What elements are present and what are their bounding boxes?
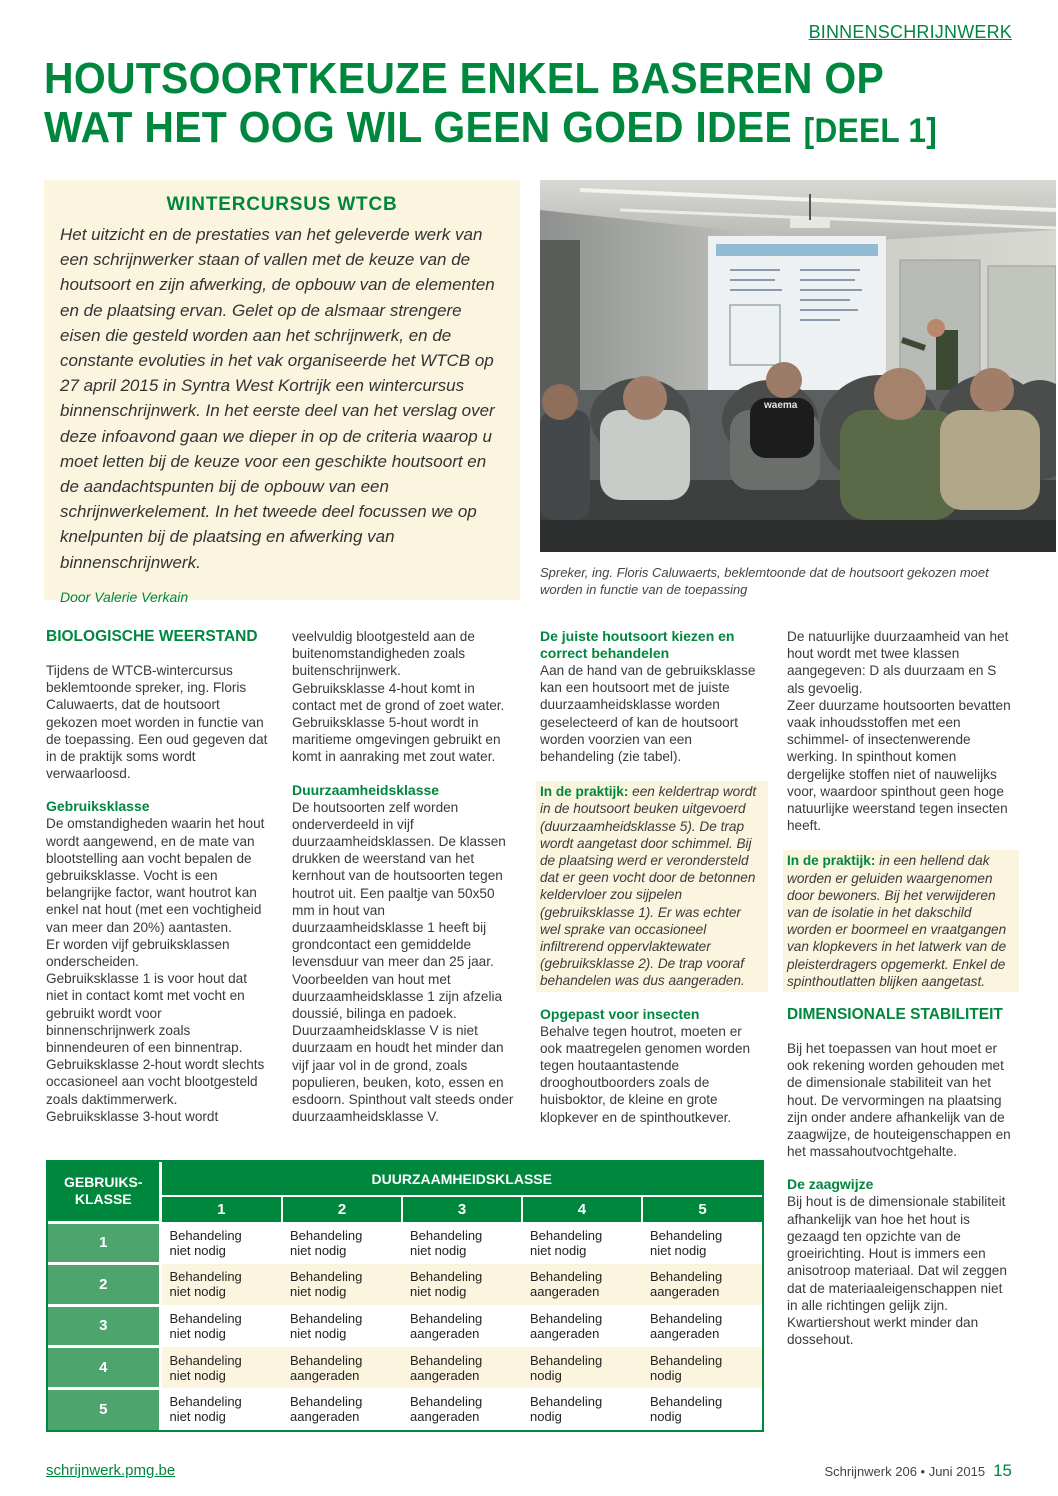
- practice-box: [536, 781, 768, 991]
- row-header: 3: [48, 1305, 160, 1347]
- span-header: DUURZAAMHEIDSKLASSE: [160, 1162, 762, 1196]
- heading-biologische-weerstand: BIOLOGISCHE WEERSTAND: [46, 628, 258, 645]
- intro-title: WINTERCURSUS WTCB: [166, 194, 398, 215]
- paragraph: Gebruiksklasse 3-hout wordt: [46, 1108, 219, 1124]
- practice-text: een keldertrap wordt in de houtsoort beuken uitgevoerd (duurzaamheidsklasse 5). De trap wordt aangetast door schimmel. Bij de plaatsing werd er verondersteld dat er geen vocht door de betonnen keldervloer zou sijpelen (gebruiksklasse 1). Er was echter wel sprake van occasioneel infiltrerend oppervlaktewater (gebruiksklasse 2). De trap vooraf behandelen was dus aangeraden.: [540, 784, 757, 989]
- paragraph: Duurzaamheidsklasse V is niet duurzaam en houdt het minder dan vijf jaar vol in de grond, zoals populieren, beuken, koto, essen en esdoorn. Spinthout valt steeds onder duurzaamheidsklasse V.: [292, 1023, 514, 1125]
- paragraph: De omstandigheden waarin het hout wordt aangewend, en de mate van blootstelling aan vocht bepalen de gebruiksklasse. Vocht is een belangrijke factor, want houtrot kan enkel nat hout (met een vochtigheid van meer dan 20%) aantasten.: [46, 816, 265, 935]
- table-cell: Behandeling niet nodig: [160, 1305, 282, 1347]
- treatment-table-grid: [48, 1162, 762, 1430]
- table-cell: Behandeling niet nodig: [642, 1222, 762, 1264]
- table-cell: Behandeling aangeraden: [402, 1305, 522, 1347]
- paragraph: Tijdens de WTCB-wintercursus beklemtoonde spreker, ing. Floris Caluwaerts, dat de houtsoort gekozen moet worden in functie van de toepassing. Een oud gegeven dat in de praktijk soms wordt verwaarloosd.: [46, 663, 268, 782]
- practice-label: In de praktijk:: [787, 853, 876, 869]
- headline-line-2-text: WAT HET OOG WIL GEEN GOED IDEE: [44, 103, 793, 152]
- table-cell: Behandeling aangeraden: [522, 1264, 642, 1306]
- table-cell: Behandeling niet nodig: [160, 1222, 282, 1264]
- practice-label: In de praktijk:: [540, 784, 629, 800]
- column-header: 4: [522, 1196, 642, 1222]
- intro-box: [44, 180, 520, 605]
- paragraph: veelvuldig blootgesteld aan de buitenomstandigheden zoals buitenschrijnwerk.: [292, 629, 475, 679]
- table-cell: Behandeling aangeraden: [282, 1388, 402, 1430]
- column-3: [540, 628, 764, 1126]
- table-cell: Behandeling nodig: [522, 1388, 642, 1430]
- table-cell: Behandeling niet nodig: [522, 1222, 642, 1264]
- headline-line-1: HOUTSOORTKEUZE ENKEL BASEREN OP: [44, 54, 885, 103]
- lecture-photo: [540, 180, 1056, 552]
- paragraph: Behalve tegen houtrot, moeten er ook maatregelen genomen worden tegen houtaantastende drooghoutboorders zoals de huisboktor, de kleine en grote klopkever en de spinthoutkever.: [540, 1023, 751, 1125]
- table-cell: Behandeling aangeraden: [522, 1305, 642, 1347]
- treatment-table: [46, 1160, 764, 1432]
- paragraph: Gebruiksklasse 5-hout wordt in maritieme omgevingen gebruikt en komt in aanraking met zout water.: [292, 715, 501, 765]
- paragraph: Gebruiksklasse 1 is voor hout dat niet in contact komt met vocht en gebruikt wordt voor binnenschrijnwerk zoals binnendeuren of een binnentrap.: [46, 971, 247, 1056]
- headline: [44, 54, 1024, 156]
- intro-body: Het uitzicht en de prestaties van het geleverde werk van een schrijnwerker staan of vallen met de keuze van de houtsoort en zijn afwerking, de opbouw van de elementen en de plaatsing ervan. Gelet op de alsmaar strengere eisen die gesteld worden aan het schrijnwerk, en de constante evoluties in het vak organiseerde het WTCB op 27 april 2015 in Syntra West Kortrijk een wintercursus binnenschrijnwerk. In het eerste deel van het verslag over deze infoavond gaan we dieper in op de criteria waarop u moet letten bij de keuze voor een geschikte houtsoort en de aandachtspunten bij de opbouw van een schrijnwerkelement. In het tweede deel focussen we op knelpunten bij de plaatsing en afwerking van binnenschrijnwerk.: [60, 225, 495, 572]
- paragraph: Voorbeelden van hout met duurzaamheidsklasse 1 zijn afzelia doussié, bilinga en padoek.: [292, 971, 503, 1022]
- table-cell: Behandeling aangeraden: [642, 1264, 762, 1306]
- subheading-juiste-houtsoort: De juiste houtsoort kiezen en correct behandelen: [540, 628, 735, 661]
- lecture-photo-illustration: [540, 180, 1056, 552]
- table-row: [48, 1222, 762, 1264]
- column-header: 3: [402, 1196, 522, 1222]
- table-cell: Behandeling niet nodig: [160, 1388, 282, 1430]
- table-cell: Behandeling aangeraden: [402, 1388, 522, 1430]
- table-cell: Behandeling niet nodig: [282, 1222, 402, 1264]
- section-label: BINNENSCHRIJNWERK: [808, 22, 1012, 42]
- column-1: [46, 628, 268, 1125]
- paragraph: De natuurlijke duurzaamheid van het hout wordt met twee klassen aangegeven: D als duurzaam en S als gevoelig.: [787, 629, 1009, 696]
- subheading-gebruiksklasse: Gebruiksklasse: [46, 798, 150, 815]
- subheading-duurzaamheidsklasse: Duurzaamheidsklasse: [292, 781, 440, 798]
- row-header: 1: [48, 1222, 160, 1264]
- table-cell: Behandeling niet nodig: [402, 1264, 522, 1306]
- row-header: 2: [48, 1264, 160, 1306]
- headline-line-2: [44, 103, 955, 156]
- column-header: 2: [282, 1196, 402, 1222]
- paragraph: Bij het toepassen van hout moet er ook rekening worden gehouden met de dimensionale stabiliteit van het hout. De vervormingen na plaatsing zijn onder andere afhankelijk van de zaagwijze, de houteigenschappen en het massahoutvochtgehalte.: [787, 1041, 1011, 1160]
- paragraph: Bij hout is de dimensionale stabiliteit afhankelijk van hoe het hout is gezaagd ten opzichte van de groeirichting. Hout is immers een anisotroop materiaal. Dat wil zeggen dat de materiaaleigenschappen niet in alle richtingen gelijk zijn. Kwartiershout werkt minder dan dossehout.: [787, 1194, 1007, 1348]
- table-cell: Behandeling nodig: [642, 1347, 762, 1389]
- table-cell: Behandeling nodig: [642, 1388, 762, 1430]
- table-cell: Behandeling niet nodig: [402, 1222, 522, 1264]
- table-row: [48, 1305, 762, 1347]
- row-header: 5: [48, 1388, 160, 1430]
- row-header: 4: [48, 1347, 160, 1389]
- table-cell: Behandeling niet nodig: [160, 1264, 282, 1306]
- headline-part: [DEEL 1]: [803, 112, 938, 150]
- table-cell: Behandeling aangeraden: [402, 1347, 522, 1389]
- heading-dimensionale-stabiliteit: DIMENSIONALE STABILITEIT: [787, 1006, 1003, 1024]
- issue-text: Schrijnwerk 206 • Juni 2015: [824, 1464, 986, 1479]
- paragraph: Aan de hand van de gebruiksklasse kan een houtsoort met de juiste duurzaamheidsklasse worden geselecteerd of kan de houtsoort worden voorzien van een behandeling (zie tabel).: [540, 663, 756, 765]
- byline: Door Valerie Verkain: [60, 588, 189, 605]
- photo-caption: Spreker, ing. Floris Caluwaerts, beklemtoonde dat de houtsoort gekozen moet worden in functie van de toepassing: [540, 565, 989, 597]
- practice-box: [783, 850, 1019, 992]
- corner-header: GEBRUIKS- KLASSE: [48, 1162, 160, 1222]
- paragraph: De houtsoorten zelf worden onderverdeeld in vijf duurzaamheidsklassen. De klassen drukken de weerstand van het kernhout van de houtsoorten tegen houtrot uit. Een paaltje van 50x50 mm in hout van duurzaamheidsklasse 1 heeft bij grondcontact een gemiddelde levensduur van meer dan 25 jaar.: [292, 799, 506, 970]
- table-cell: Behandeling niet nodig: [282, 1264, 402, 1306]
- practice-text: in een hellend dak worden er geluiden waargenomen door bewoners. Bij het verwijderen van de isolatie in het dakschild worden er boormeel en vraatgangen van klopkevers in het latwerk van de pleisterdragers opgemerkt. Enkel de spinthoutlatten blijken aangetast.: [787, 853, 1007, 989]
- subheading-zaagwijze: De zaagwijze: [787, 1176, 874, 1193]
- table-row: [48, 1388, 762, 1430]
- column-2: [292, 628, 520, 1125]
- table-cell: Behandeling nodig: [522, 1347, 642, 1389]
- column-header: 1: [160, 1196, 282, 1222]
- table-cell: Behandeling niet nodig: [282, 1305, 402, 1347]
- paragraph: Gebruiksklasse 4-hout komt in contact met de grond of zoet water.: [292, 680, 505, 713]
- footer-issue: [824, 1461, 1012, 1481]
- page-number: 15: [993, 1461, 1012, 1480]
- table-cell: Behandeling aangeraden: [642, 1305, 762, 1347]
- table-cell: Behandeling niet nodig: [160, 1347, 282, 1389]
- table-row: [48, 1347, 762, 1389]
- shirt-logo-text: waema: [764, 400, 798, 411]
- paragraph: Gebruiksklasse 2-hout wordt slechts occasioneel aan vocht blootgesteld zoals daktimmerwerk.: [46, 1057, 265, 1107]
- table-cell: Behandeling aangeraden: [282, 1347, 402, 1389]
- subheading-insecten: Opgepast voor insecten: [540, 1005, 700, 1022]
- column-4: [787, 628, 1015, 1348]
- paragraph: Zeer duurzame houtsoorten bevatten vaak inhoudsstoffen met een schimmel- of insectenwerende werking. In spinthout komen dergelijke stoffen niet of nauwelijks voor, waardoor spinthout geen hoge natuurlijke weerstand tegen insecten heeft.: [787, 697, 1011, 834]
- paragraph: Er worden vijf gebruiksklassen onderscheiden.: [46, 936, 230, 970]
- table-row: [48, 1264, 762, 1306]
- footer-website[interactable]: schrijnwerk.pmg.be: [46, 1462, 176, 1479]
- column-header: 5: [642, 1196, 762, 1222]
